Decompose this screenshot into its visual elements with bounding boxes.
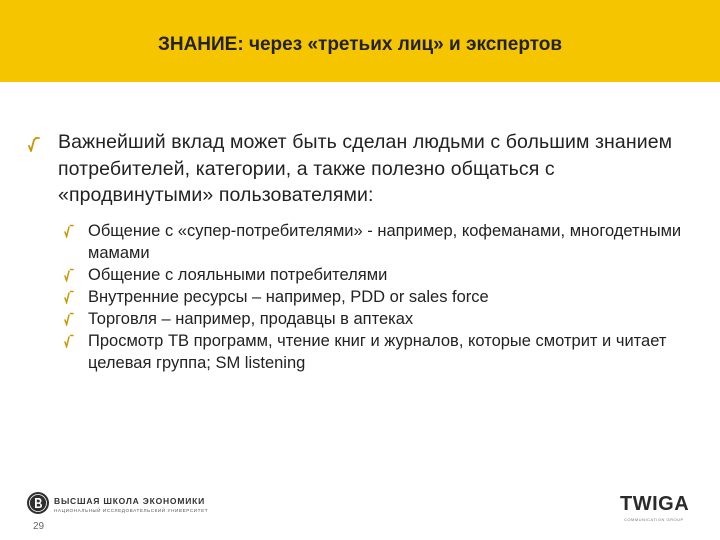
twiga-logo	[616, 493, 696, 527]
hse-subtitle: НАЦИОНАЛЬНЫЙ ИССЛЕДОВАТЕЛЬСКИЙ УНИВЕРСИТЕТ	[54, 508, 209, 513]
check-tick-icon	[64, 312, 74, 326]
list-item	[64, 308, 704, 330]
check-tick-icon	[64, 290, 74, 304]
list-item	[64, 330, 704, 374]
check-tick-icon	[64, 334, 74, 348]
list-item-text: Просмотр ТВ программ, чтение книг и журналов, которые смотрит и читает целевая группа; SM listening	[88, 332, 667, 372]
list-item-text: Общение с лояльными потребителями	[88, 266, 388, 284]
twiga-tagline: COMMUNICATION GROUP	[624, 517, 684, 522]
hse-logo	[26, 491, 226, 521]
list-item-text: Торговля – например, продавцы в аптеках	[88, 310, 414, 328]
main-bullet-text: Важнейший вклад может быть сделан людьми с большим знанием потребителей, категории, а также полезно общаться с «продвинутыми» пользователями:	[58, 131, 673, 206]
sub-bullet-list	[64, 220, 704, 374]
list-item	[64, 220, 704, 264]
header-bar	[0, 0, 720, 82]
list-item	[64, 286, 704, 308]
check-tick-icon	[64, 268, 74, 282]
twiga-wordmark: TWIGA	[620, 493, 690, 515]
page-number: 29	[33, 521, 45, 532]
list-item	[64, 264, 704, 286]
check-tick-icon	[28, 136, 40, 153]
page-title: ЗНАНИЕ: через «третьих лиц» и экспертов	[157, 34, 563, 55]
check-tick-icon	[64, 224, 74, 238]
list-item-text: Общение с «супер-потребителями» - например, кофеманами, многодетными мамами	[88, 222, 682, 262]
main-bullet	[28, 129, 708, 209]
hse-name: ВЫСШАЯ ШКОЛА ЭКОНОМИКИ	[54, 496, 206, 506]
hse-emblem-icon	[26, 491, 50, 520]
list-item-text: Внутренние ресурсы – например, PDD or sales force	[88, 288, 489, 306]
